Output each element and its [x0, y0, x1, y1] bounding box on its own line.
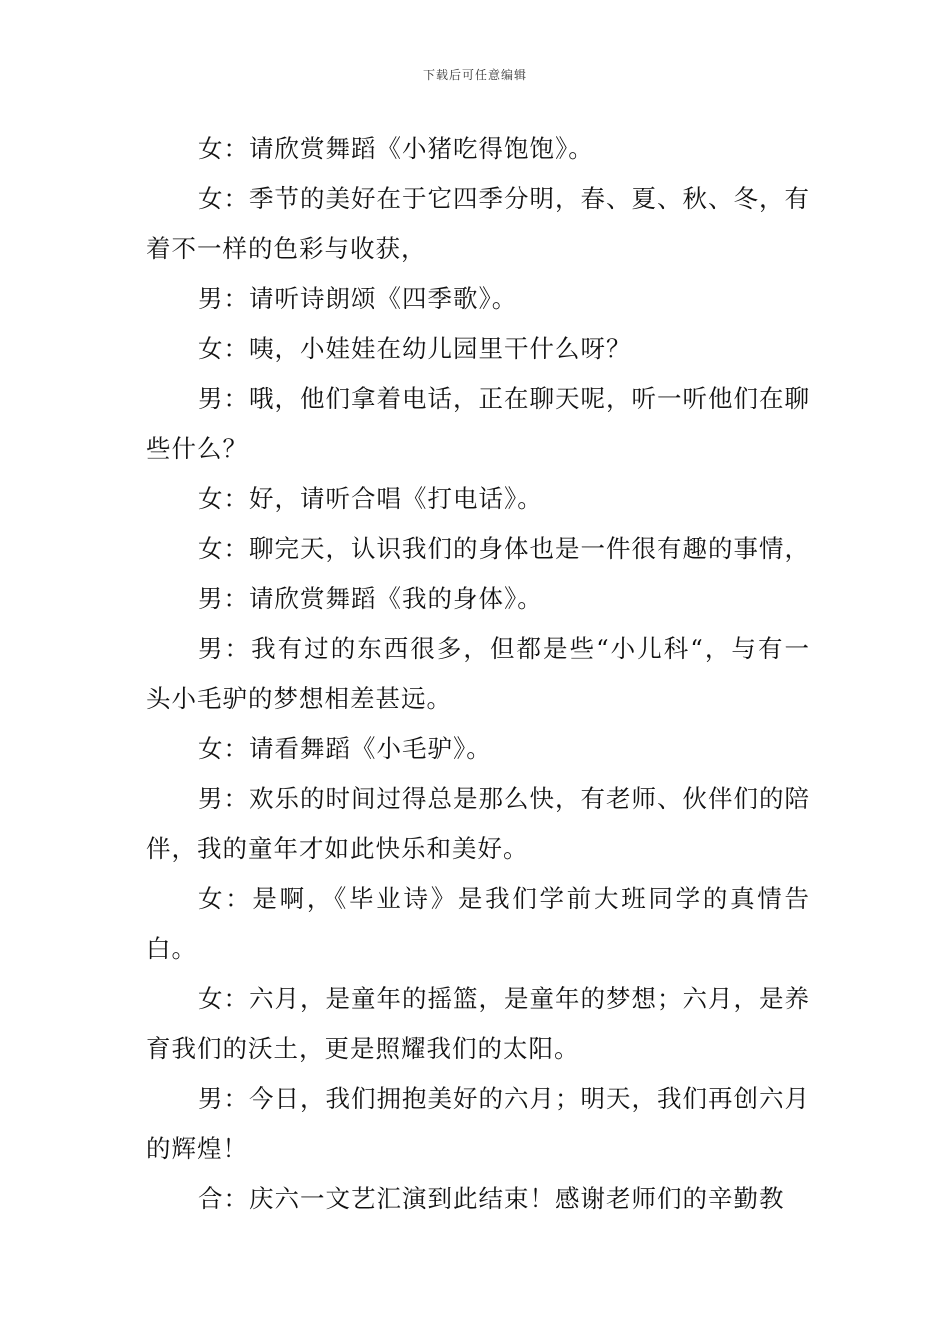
paragraph: 男：请听诗朗颂《四季歌》。	[198, 284, 518, 313]
paragraph: 男：欢乐的时间过得总是那么快，有老师、伙伴们的陪伴，我的童年才如此快乐和美好。	[146, 784, 810, 863]
paragraph: 女：聊完天，认识我们的身体也是一件很有趣的事情，	[198, 534, 810, 563]
paragraph: 男：我有过的东西很多，但都是些“小儿科“，与有一头小毛驴的梦想相差甚远。	[146, 634, 810, 713]
paragraph: 合：庆六一文艺汇演到此结束！感谢老师们的辛勤教	[198, 1184, 785, 1213]
paragraph: 女：请欣赏舞蹈《小猪吃得饱饱》。	[198, 134, 594, 163]
paragraph: 女：咦，小娃娃在幼儿园里干什么呀？	[198, 334, 632, 363]
header-note: 下载后可任意编辑	[422, 68, 527, 82]
paragraph: 女：季节的美好在于它四季分明，春、夏、秋、冬，有着不一样的色彩与收获，	[146, 184, 810, 263]
paragraph: 男：今日，我们拥抱美好的六月；明天，我们再创六月的辉煌！	[146, 1084, 810, 1163]
script-body	[146, 124, 810, 1224]
paragraph: 女：六月，是童年的摇篮，是童年的梦想；六月，是养育我们的沃土，更是照耀我们的太阳。	[146, 984, 810, 1063]
paragraph: 女：请看舞蹈《小毛驴》。	[198, 734, 492, 763]
paragraph: 女：是啊，《毕业诗》是我们学前大班同学的真情告白。	[146, 884, 810, 963]
paragraph: 女：好，请听合唱《打电话》。	[198, 484, 543, 513]
paragraph: 男：请欣赏舞蹈《我的身体》。	[198, 584, 543, 613]
paragraph: 男：哦，他们拿着电话，正在聊天呢，听一听他们在聊些什么？	[146, 384, 810, 463]
